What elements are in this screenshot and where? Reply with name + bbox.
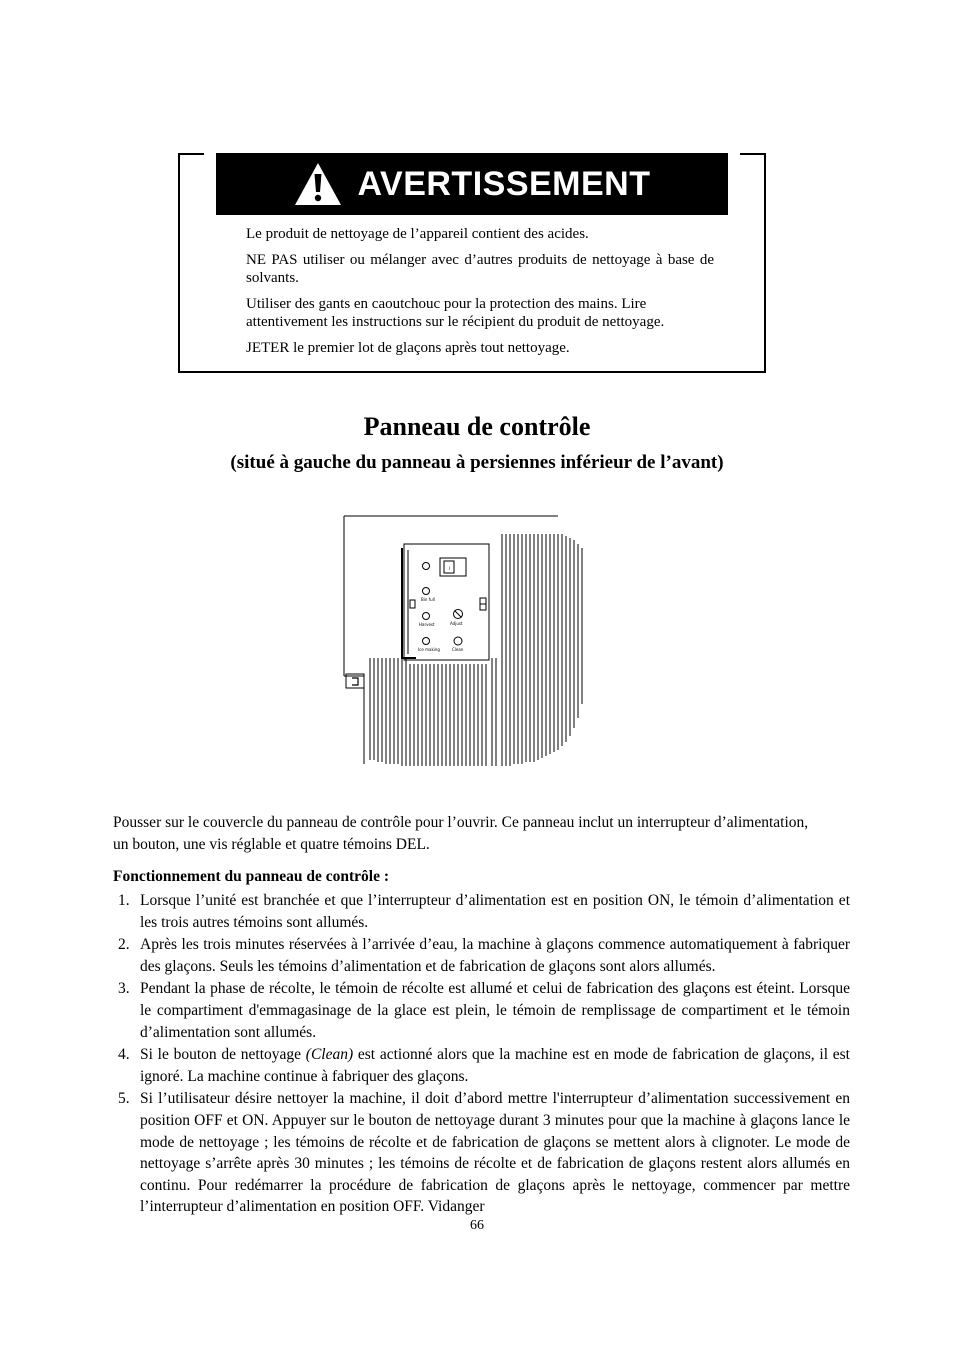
warning-banner: [216, 153, 728, 215]
clean-label: Clean: [452, 647, 464, 652]
warning-triangle-icon: [293, 161, 343, 207]
warning-paragraph: Utiliser des gants en caoutchouc pour la protection des mains. Lire attentivement les instructions sur le récipient du produit de nettoyage.: [246, 296, 665, 330]
item-number: 4.: [118, 1046, 130, 1064]
list-item: [113, 890, 850, 933]
list-item: [113, 978, 850, 1043]
warning-box: [178, 153, 766, 373]
warning-paragraph: JETER le premier lot de glaçons après tout nettoyage.: [246, 340, 570, 356]
item-text: Lorsque l’unité est branchée et que l’interrupteur d’alimentation est en position ON, le témoin d’alimentation et les trois autres témoins sont allumés.: [140, 892, 850, 931]
operation-heading: Fonctionnement du panneau de contrôle :: [113, 868, 389, 885]
item-text: Pendant la phase de récolte, le témoin de récolte est allumé et celui de fabrication des glaçons est éteint. Lorsque le compartiment d'emmagasinage de la glace est plein, le témoin de remplissage de compartiment et le témoin d’alimentation sont allumés.: [140, 980, 850, 1041]
bin-full-label: Bin full: [421, 597, 435, 602]
section-title: Panneau de contrôle: [363, 412, 591, 441]
harvest-label: Harvest: [419, 622, 435, 627]
item-number: 3.: [118, 980, 130, 998]
item-text-post: est actionné alors que la machine est en mode de fabrication de glaçons, il est ignoré. La machine continue à fabriquer des glaçons.: [140, 1046, 850, 1085]
list-item: [113, 1088, 850, 1218]
ice-making-led: [423, 638, 430, 645]
control-panel-illustration: [334, 508, 594, 774]
page-number: 66: [470, 1218, 484, 1233]
operation-list: [113, 890, 850, 1219]
adjust-label: Adjust: [450, 621, 463, 626]
item-number: 2.: [118, 936, 130, 954]
section-subtitle: (situé à gauche du panneau à persiennes inférieur de l’avant): [230, 452, 724, 473]
item-text: Après les trois minutes réservées à l’arrivée d’eau, la machine à glaçons commence automatiquement à fabriquer des glaçons. Seuls les témoins d’alimentation et de fabrication de glaçons sont alors allumés.: [140, 936, 850, 975]
harvest-led: [423, 613, 430, 620]
item-text-pre: Si le bouton de nettoyage: [140, 1046, 306, 1064]
item-number: 5.: [118, 1090, 130, 1108]
bin-full-led: [423, 588, 430, 595]
warning-paragraph: NE PAS utiliser ou mélanger avec d’autres produits de nettoyage à base de solvants.: [246, 252, 714, 286]
warning-paragraph: Le produit de nettoyage de l’appareil contient des acides.: [246, 226, 589, 242]
item-number: 1.: [118, 892, 130, 909]
ice-making-label: Ice making: [418, 647, 440, 652]
clean-term: (Clean): [305, 1046, 354, 1064]
switch-label: I: [449, 566, 451, 571]
power-led: [423, 563, 430, 570]
warning-body: [246, 225, 714, 365]
clean-button: [454, 637, 462, 645]
item-text: Si l’utilisateur désire nettoyer la machine, il doit d’abord mettre l'interrupteur d’alimentation successivement en position OFF et ON. Appuyer sur le bouton de nettoyage durant 3 minutes pour que la machine à glaçons lance le mode de nettoyage ; les témoins de récolte et de fabrication de glaçons se mettent alors à clignoter. Le mode de nettoyage s’arrête après 30 minutes ; les témoins de récolte et de fabrication de glaçons restent alors allumés en continu. Pour redémarrer la procédure de fabrication de glaçons après le nettoyage, commencer par mettre l’interrupteur d’alimentation en position OFF. Vidanger: [140, 1090, 850, 1216]
list-item: [113, 934, 850, 977]
warning-title: AVERTISSEMENT: [357, 164, 651, 203]
list-item: [113, 1044, 850, 1087]
intro-paragraph: Pousser sur le couvercle du panneau de contrôle pour l’ouvrir. Ce panneau inclut un interrupteur d’alimentation, un bouton, une vis réglable et quatre témoins DEL.: [113, 814, 809, 853]
